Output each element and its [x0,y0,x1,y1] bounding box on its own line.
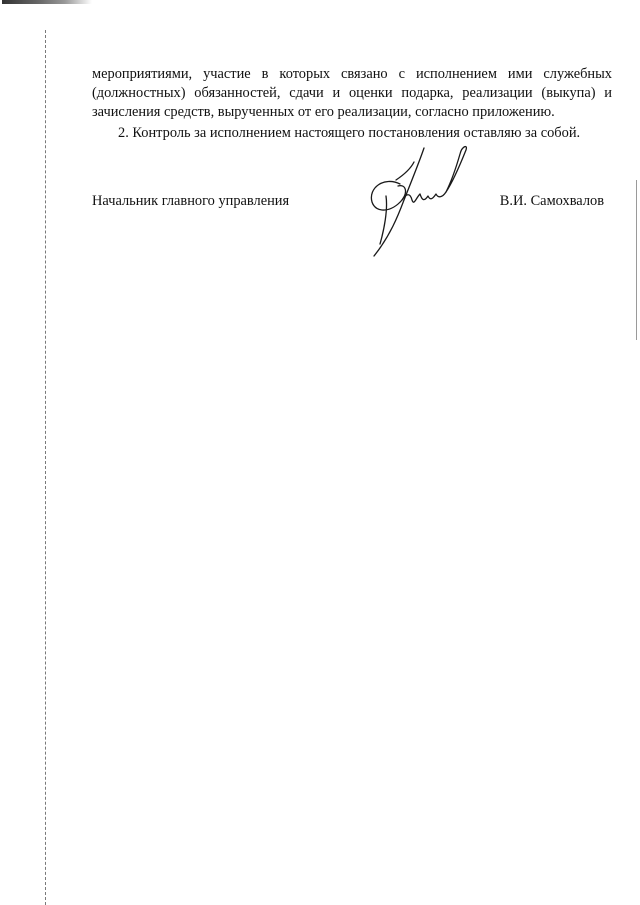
handwritten-signature [362,140,472,260]
scan-edge-line [636,180,637,340]
scan-artifact-top [2,0,92,4]
signature-block [92,193,612,217]
paragraph-1 [92,65,612,122]
paragraph-1-line: зачисления средств, вырученных от его реализации, согласно приложению. [92,104,555,120]
signatory-position: Начальник главного управления [92,193,290,209]
signatory-name: В.И. Самохвалов [499,193,604,209]
binding-edge-line [45,30,46,905]
paragraph-1-line: (должностных) обязанностей, сдачи и оценки подарка, реализации (выкупа) и [92,85,612,101]
paragraph-1-line: мероприятиями, участие в которых связано с исполнением ими служебных [92,66,612,82]
paragraph-2: 2. Контроль за исполнением настоящего постановления оставляю за собой. [118,125,581,141]
